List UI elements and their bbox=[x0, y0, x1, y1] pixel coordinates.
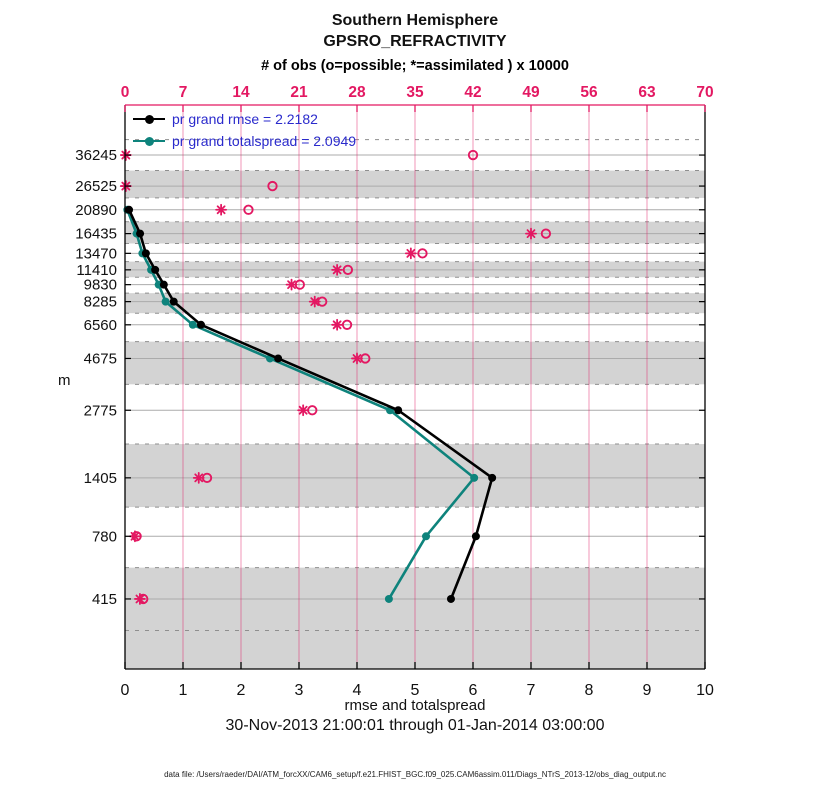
svg-text:36245: 36245 bbox=[75, 147, 117, 165]
svg-text:6560: 6560 bbox=[83, 316, 117, 334]
legend-label-totalspread: pr grand totalspread = 2.0949 bbox=[172, 133, 357, 149]
legend-line-sample-rmse bbox=[133, 118, 165, 121]
legend-line-sample-totalspread bbox=[133, 140, 165, 143]
svg-text:63: 63 bbox=[638, 84, 656, 101]
svg-text:415: 415 bbox=[91, 590, 117, 608]
legend-item-rmse bbox=[133, 108, 356, 130]
svg-text:49: 49 bbox=[522, 84, 540, 101]
legend-label-rmse: pr grand rmse = 2.2182 bbox=[172, 111, 318, 127]
legend-dot-rmse bbox=[145, 115, 154, 124]
svg-text:7: 7 bbox=[178, 84, 188, 101]
svg-text:4: 4 bbox=[352, 682, 362, 699]
svg-text:21: 21 bbox=[290, 84, 308, 101]
svg-text:4675: 4675 bbox=[83, 350, 117, 368]
svg-text:35: 35 bbox=[406, 84, 424, 101]
svg-text:26525: 26525 bbox=[75, 178, 117, 196]
svg-text:14: 14 bbox=[232, 84, 250, 101]
svg-text:6: 6 bbox=[468, 682, 478, 699]
svg-text:7: 7 bbox=[526, 682, 536, 699]
svg-text:9: 9 bbox=[642, 682, 652, 699]
svg-text:2: 2 bbox=[236, 682, 246, 699]
legend bbox=[133, 108, 356, 152]
svg-text:8: 8 bbox=[584, 682, 594, 699]
svg-text:13470: 13470 bbox=[75, 245, 117, 263]
svg-text:70: 70 bbox=[696, 84, 714, 101]
svg-text:0: 0 bbox=[120, 682, 130, 699]
data-file-path: data file: /Users/raeder/DAI/ATM_forcXX/CAM6_setup/f.e21.FHIST_BGC.f09_025.CAM6assim.011/Diags_NTrS_2013-12/obs_diag_output.nc bbox=[164, 770, 666, 779]
svg-text:1405: 1405 bbox=[83, 469, 117, 487]
svg-text:28: 28 bbox=[348, 84, 366, 101]
svg-text:20890: 20890 bbox=[75, 201, 117, 219]
top-axis-label: # of obs (o=possible; *=assimilated ) x 10000 bbox=[261, 58, 569, 74]
svg-text:8285: 8285 bbox=[83, 293, 117, 311]
svg-text:2775: 2775 bbox=[83, 402, 117, 420]
chart-title-region: Southern Hemisphere bbox=[331, 12, 499, 29]
legend-dot-totalspread bbox=[145, 137, 154, 146]
svg-text:3: 3 bbox=[294, 682, 304, 699]
svg-text:10: 10 bbox=[696, 682, 714, 699]
svg-text:16435: 16435 bbox=[75, 225, 117, 243]
svg-text:42: 42 bbox=[464, 84, 482, 101]
svg-text:9830: 9830 bbox=[83, 276, 117, 294]
y-axis-label: m bbox=[58, 372, 71, 389]
svg-text:5: 5 bbox=[410, 682, 420, 699]
time-range-subtitle: 30-Nov-2013 21:00:01 through 01-Jan-2014 03:00:00 bbox=[225, 717, 605, 734]
svg-text:11410: 11410 bbox=[76, 261, 117, 279]
x-axis-label: rmse and totalspread bbox=[344, 697, 486, 714]
svg-text:0: 0 bbox=[120, 84, 130, 101]
svg-text:56: 56 bbox=[580, 84, 598, 101]
chart-title-variable: GPSRO_REFRACTIVITY bbox=[323, 33, 507, 50]
svg-text:780: 780 bbox=[91, 528, 117, 546]
legend-item-totalspread bbox=[133, 130, 356, 152]
svg-text:1: 1 bbox=[178, 682, 188, 699]
